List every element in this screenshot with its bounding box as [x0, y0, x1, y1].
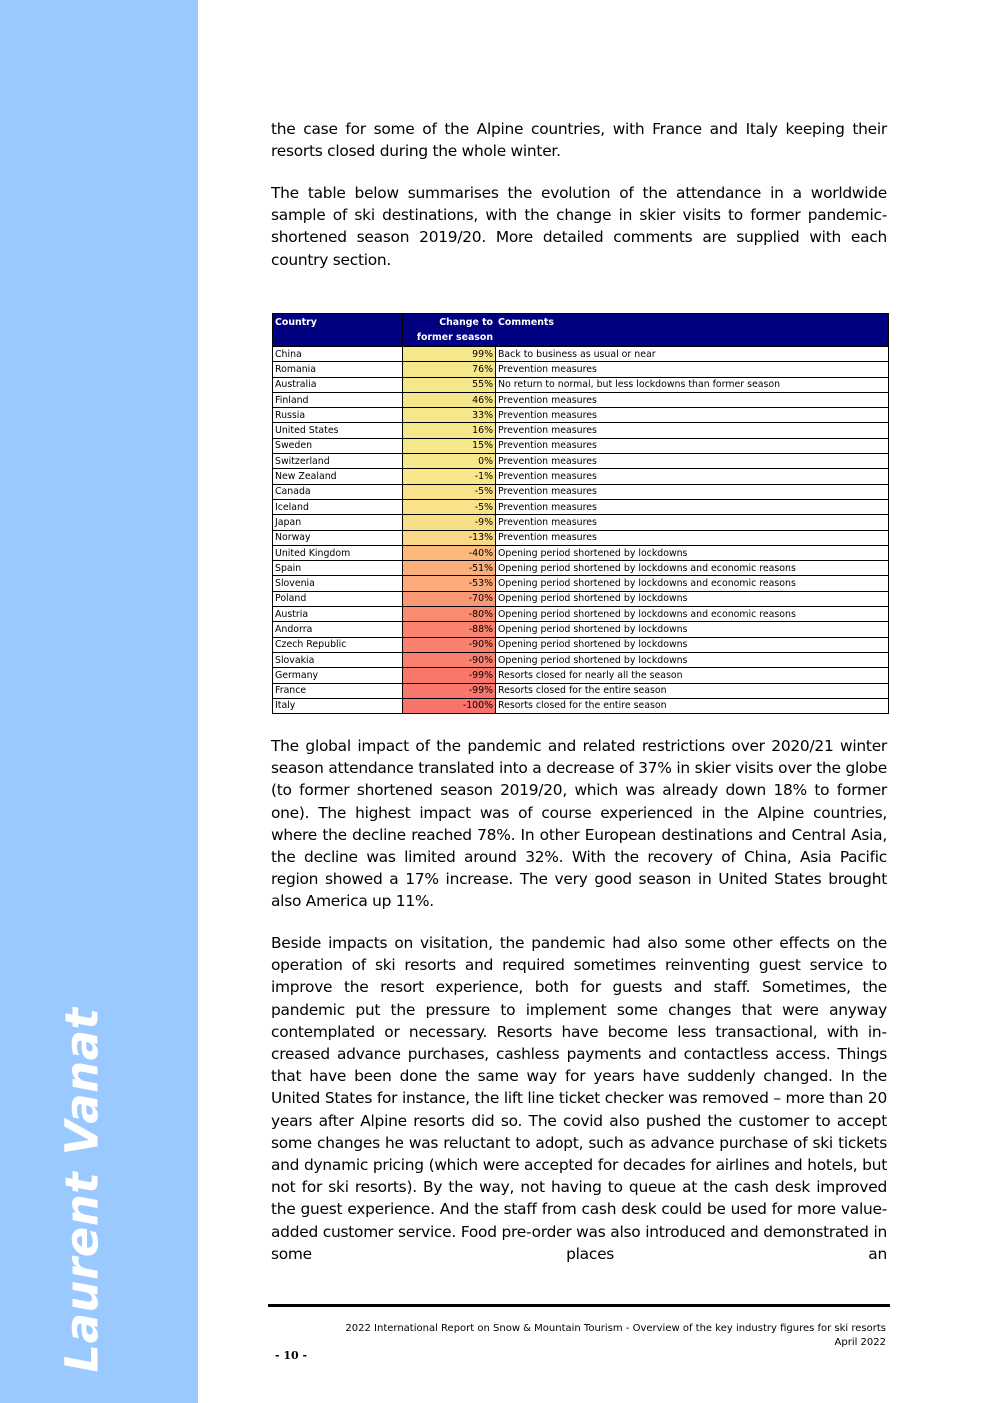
cell-country: United Kingdom — [273, 545, 403, 560]
cell-comment: Prevention measures — [496, 454, 889, 469]
cell-comment: Back to business as usual or near — [496, 347, 889, 362]
cell-country: Sweden — [273, 438, 403, 453]
table-row — [273, 469, 889, 484]
cell-comment: Prevention measures — [496, 469, 889, 484]
cell-comment: Resorts closed for the entire season — [496, 683, 889, 698]
header-change: Change to former season — [403, 314, 496, 347]
table-row — [273, 637, 889, 652]
cell-change: -80% — [403, 607, 496, 622]
cell-change: -70% — [403, 591, 496, 606]
cell-country: Iceland — [273, 499, 403, 514]
table-row — [273, 408, 889, 423]
cell-country: France — [273, 683, 403, 698]
table-row — [273, 668, 889, 683]
cell-change: 46% — [403, 392, 496, 407]
cell-country: Slovakia — [273, 652, 403, 667]
cell-comment: Prevention measures — [496, 438, 889, 453]
cell-country: Germany — [273, 668, 403, 683]
table-row — [273, 576, 889, 591]
footer-divider — [268, 1304, 890, 1307]
cell-comment: Opening period shortened by lockdowns — [496, 622, 889, 637]
cell-country: China — [273, 347, 403, 362]
cell-comment: Opening period shortened by lockdowns — [496, 545, 889, 560]
table-row — [273, 377, 889, 392]
cell-change: 76% — [403, 362, 496, 377]
cell-change: -90% — [403, 637, 496, 652]
cell-change: -99% — [403, 668, 496, 683]
cell-comment: Opening period shortened by lockdowns — [496, 591, 889, 606]
cell-change: -5% — [403, 499, 496, 514]
table-row — [273, 515, 889, 530]
cell-change: -1% — [403, 469, 496, 484]
table-row — [273, 438, 889, 453]
paragraph-intro: the case for some of the Alpine countries, with France and Italy keeping their resorts closed during the whole winter. — [271, 120, 887, 161]
sidebar — [0, 0, 198, 1403]
cell-comment: Opening period shortened by lockdowns and economic reasons — [496, 607, 889, 622]
cell-change: -90% — [403, 652, 496, 667]
cell-change: 33% — [403, 408, 496, 423]
table-header-row — [273, 314, 889, 347]
footer-caption — [266, 1322, 886, 1350]
cell-country: United States — [273, 423, 403, 438]
cell-country: Austria — [273, 607, 403, 622]
cell-comment: Prevention measures — [496, 362, 889, 377]
cell-change: 16% — [403, 423, 496, 438]
table-row — [273, 591, 889, 606]
table-row — [273, 347, 889, 362]
cell-comment: Prevention measures — [496, 484, 889, 499]
cell-comment: Resorts closed for the entire season — [496, 698, 889, 713]
cell-comment: Opening period shortened by lockdowns — [496, 652, 889, 667]
page-number: - 10 - — [275, 1349, 308, 1362]
table-row — [273, 561, 889, 576]
cell-country: Romania — [273, 362, 403, 377]
table-row — [273, 484, 889, 499]
cell-country: Slovenia — [273, 576, 403, 591]
cell-change: 0% — [403, 454, 496, 469]
cell-change: -99% — [403, 683, 496, 698]
cell-change: -13% — [403, 530, 496, 545]
footer-date: April 2022 — [834, 1337, 886, 1348]
cell-country: Japan — [273, 515, 403, 530]
cell-country: Czech Republic — [273, 637, 403, 652]
table-row — [273, 683, 889, 698]
table-row — [273, 545, 889, 560]
paragraph-table-intro: The table below summarises the evolution of the attendance in a worldwide sample of ski destinations, with the change in skier visits to former pandemic-shortened season 2019/20. More detailed comments are supplied with each country section. — [271, 184, 887, 269]
cell-comment: Resorts closed for nearly all the season — [496, 668, 889, 683]
cell-comment: Opening period shortened by lockdowns and economic reasons — [496, 576, 889, 591]
cell-country: Italy — [273, 698, 403, 713]
cell-change: -9% — [403, 515, 496, 530]
cell-change: 99% — [403, 347, 496, 362]
cell-change: -5% — [403, 484, 496, 499]
cell-comment: Opening period shortened by lockdowns — [496, 637, 889, 652]
header-comments: Comments — [496, 314, 889, 347]
cell-change: 15% — [403, 438, 496, 453]
cell-change: -53% — [403, 576, 496, 591]
paragraph-global-impact: The global impact of the pandemic and related restrictions over 2020/21 winter season attendance translated into a decrease of 37% in skier visits over the globe (to former shortened season 2019/20, which was already down 18% to former one). The highest impact was of course experienced in the Alpine countries, where the decline reached 78%. In other European destinations and Central Asia, the decline was limited around 32%. With the recovery of China, Asia Pacific region showed a 17% increase. The very good season in United States brought also America up 11%. — [271, 737, 887, 911]
header-country: Country — [273, 314, 403, 347]
author-name: Laurent Vanat — [55, 1007, 109, 1373]
cell-country: New Zealand — [273, 469, 403, 484]
cell-change: -100% — [403, 698, 496, 713]
table-row — [273, 454, 889, 469]
cell-comment: Prevention measures — [496, 499, 889, 514]
cell-country: Finland — [273, 392, 403, 407]
cell-country: Australia — [273, 377, 403, 392]
cell-change: -40% — [403, 545, 496, 560]
cell-country: Switzerland — [273, 454, 403, 469]
table-row — [273, 622, 889, 637]
cell-comment: Prevention measures — [496, 515, 889, 530]
table-row — [273, 392, 889, 407]
cell-comment: Opening period shortened by lockdowns and economic reasons — [496, 561, 889, 576]
table-row — [273, 530, 889, 545]
table-row — [273, 362, 889, 377]
attendance-table — [272, 313, 889, 714]
footer-title: 2022 International Report on Snow & Mountain Tourism - Overview of the key industry figures for ski resorts — [345, 1323, 886, 1334]
cell-change: 55% — [403, 377, 496, 392]
cell-comment: No return to normal, but less lockdowns than former season — [496, 377, 889, 392]
cell-country: Norway — [273, 530, 403, 545]
cell-comment: Prevention measures — [496, 392, 889, 407]
table-row — [273, 607, 889, 622]
cell-country: Spain — [273, 561, 403, 576]
cell-country: Poland — [273, 591, 403, 606]
cell-country: Russia — [273, 408, 403, 423]
cell-comment: Prevention measures — [496, 530, 889, 545]
table-row — [273, 652, 889, 667]
cell-country: Canada — [273, 484, 403, 499]
cell-country: Andorra — [273, 622, 403, 637]
paragraph-other-effects: Beside impacts on visitation, the pandemic had also some other effects on the operation of ski resorts and required sometimes reinventing guest service to improve the resort experience, both for guests and staff. Sometimes, the pandemic put the pressure to implement some changes that were anyway contemplated or necessary. Resorts have become less transactional, with increased advance purchases, cashless payments and contactless access. Things that have been done the same way for years have suddenly changed. In the United States for instance, the lift line ticket checker was removed – more than 20 years after Alpine resorts did so. The covid also pushed the customer to accept some changes he was reluctant to adopt, such as advance purchase of ski tickets and dynamic pricing (which were accepted for decades for airlines and hotels, but not for ski resorts). By the way, not having to queue at the cash desk improved the guest experience. And the staff from cash desk could be used for more value-added customer service. Food pre-order was also introduced and demonstrated in some places an — [271, 934, 887, 1263]
cell-comment: Prevention measures — [496, 423, 889, 438]
table-row — [273, 698, 889, 713]
table-row — [273, 499, 889, 514]
cell-change: -51% — [403, 561, 496, 576]
cell-change: -88% — [403, 622, 496, 637]
table-row — [273, 423, 889, 438]
cell-comment: Prevention measures — [496, 408, 889, 423]
